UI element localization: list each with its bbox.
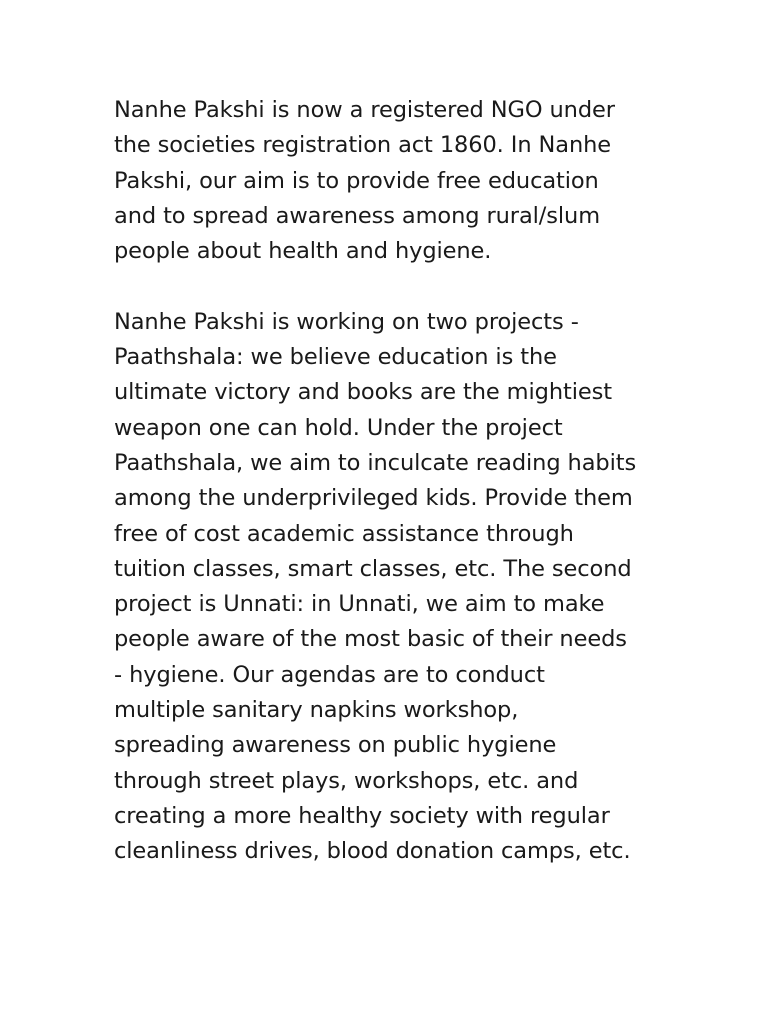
- text-line: among the underprivileged kids. Provide them: [114, 485, 633, 512]
- text-line: free of cost academic assistance through: [114, 520, 574, 547]
- text-line: multiple sanitary napkins workshop,: [114, 697, 519, 724]
- text-line: Nanhe Pakshi is working on two projects -: [114, 308, 579, 335]
- text-line: Paathshala, we aim to inculcate reading habits: [114, 449, 637, 476]
- body-text: [114, 93, 674, 870]
- text-line: through street plays, workshops, etc. and: [114, 767, 579, 794]
- paragraph-intro: [114, 93, 674, 269]
- text-line: cleanliness drives, blood donation camps, etc.: [114, 838, 631, 865]
- text-line: Pakshi, our aim is to provide free education: [114, 167, 599, 194]
- text-line: Paathshala: we believe education is the: [114, 344, 557, 371]
- text-line: tuition classes, smart classes, etc. The second: [114, 555, 632, 582]
- text-line: Nanhe Pakshi is now a registered NGO under: [114, 97, 615, 123]
- text-line: project is Unnati: in Unnati, we aim to make: [114, 591, 605, 618]
- text-line: weapon one can hold. Under the project: [114, 414, 563, 441]
- text-line: people about health and hygiene.: [114, 238, 492, 265]
- paragraph-projects: [114, 305, 674, 870]
- text-line: the societies registration act 1860. In Nanhe: [114, 132, 612, 159]
- text-line: people aware of the most basic of their needs: [114, 626, 627, 653]
- text-line: ultimate victory and books are the mightiest: [114, 379, 612, 406]
- text-line: creating a more healthy society with regular: [114, 802, 610, 829]
- text-line: - hygiene. Our agendas are to conduct: [114, 661, 545, 688]
- text-line: and to spread awareness among rural/slum: [114, 202, 601, 229]
- paragraph-spacer: [114, 269, 674, 304]
- text-line: spreading awareness on public hygiene: [114, 732, 557, 759]
